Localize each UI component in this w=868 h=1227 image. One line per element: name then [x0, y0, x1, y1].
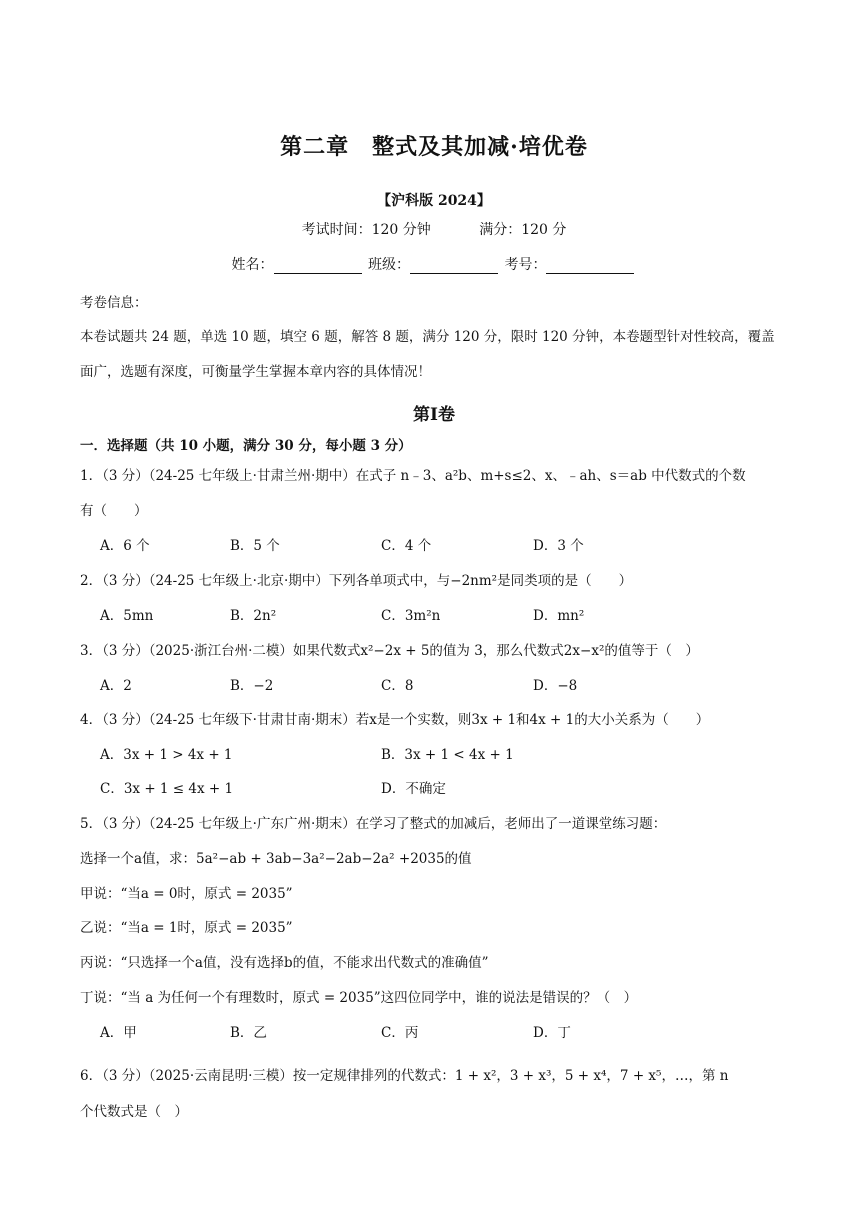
q4-option-a[interactable]: A．3x + 1 > 4x + 1: [100, 747, 233, 763]
q2-option-c[interactable]: C．3m²n: [381, 608, 441, 624]
info-line-2: 面广，选题有深度，可衡量学生掌握本章内容的具体情况！: [80, 364, 431, 380]
q1-option-b[interactable]: B．5 个: [230, 538, 280, 554]
q4-option-c[interactable]: C．3x + 1 ≤ 4x + 1: [100, 781, 234, 797]
q5-option-b[interactable]: B．乙: [230, 1025, 267, 1041]
exam-time: 考试时间：120 分钟: [301, 222, 431, 238]
q3-option-c[interactable]: C．8: [381, 678, 414, 694]
question-2-stem: 2．（3 分）（24-25 七年级上·北京·期中）下列各单项式中，与−2nm²是同类项的是（ ）: [80, 573, 633, 589]
q3-option-b[interactable]: B．−2: [230, 678, 274, 694]
q4-option-b[interactable]: B．3x + 1 < 4x + 1: [381, 747, 514, 763]
q4-option-d[interactable]: D．不确定: [381, 781, 446, 797]
part-heading: 一．选择题（共 10 小题，满分 30 分，每小题 3 分）: [80, 438, 412, 454]
class-label: 班级：: [368, 257, 410, 273]
question-3-stem: 3．（3 分）（2025·浙江台州·二模）如果代数式x²−2x + 5的值为 3，那么代数式2x−x²的值等于（ ）: [80, 643, 699, 659]
question-1-stem-2: 有（ ）: [80, 503, 148, 519]
name-label: 姓名：: [231, 257, 274, 273]
q3-option-d[interactable]: D．−8: [533, 678, 578, 694]
q3-option-a[interactable]: A．2: [100, 678, 132, 694]
q2-option-b[interactable]: B．2n²: [230, 608, 277, 624]
student-fields: [0, 254, 868, 274]
exam-info: [0, 219, 868, 239]
full-score: 满分：120 分: [479, 222, 567, 238]
question-6-stem: 6．（3 分）（2025·云南昆明·三模）按一定规律排列的代数式：1 + x²，3 + x³，5 + x⁴，7 + x⁵，…，第 n: [80, 1068, 729, 1084]
q2-option-d[interactable]: D．mn²: [533, 608, 585, 624]
question-5-statement-jia: 甲说：“当a = 0时，原式 = 2035”: [80, 886, 293, 902]
q5-option-c[interactable]: C．丙: [381, 1025, 419, 1041]
class-blank[interactable]: [410, 259, 498, 274]
question-5-stem: 5．（3 分）（24-25 七年级上·广东广州·期末）在学习了整式的加减后，老师出了一道课堂练习题：: [80, 816, 667, 832]
question-4-stem: 4．（3 分）（24-25 七年级下·甘肃甘南·期末）若x是一个实数，则3x + 1和4x + 1的大小关系为（ ）: [80, 712, 710, 728]
question-5-statement-ding: 丁说：“当 a 为任何一个有理数时，原式 = 2035”这四位同学中，谁的说法是错误的？（ ）: [80, 990, 638, 1006]
q1-option-d[interactable]: D．3 个: [533, 538, 584, 554]
question-5-statement-bing: 丙说：“只选择一个a值，没有选择b的值，不能求出代数式的准确值”: [80, 955, 489, 971]
question-1-stem: 1．（3 分）（24-25 七年级上·甘肃兰州·期中）在式子 n﹣3、a²b、m+s≤2、x、﹣ah、s＝ab 中代数式的个数: [80, 468, 746, 484]
page-title: 第二章 整式及其加减·培优卷: [280, 134, 588, 160]
name-blank[interactable]: [274, 259, 362, 274]
question-5-statement-yi: 乙说：“当a = 1时，原式 = 2035”: [80, 920, 293, 936]
q1-option-a[interactable]: A．6 个: [100, 538, 150, 554]
q1-option-c[interactable]: C．4 个: [381, 538, 432, 554]
q2-option-a[interactable]: A．5mn: [100, 608, 154, 624]
exam-no-blank[interactable]: [546, 259, 634, 274]
info-line-1: 本卷试题共 24 题，单选 10 题，填空 6 题，解答 8 题，满分 120 分，限时 120 分钟，本卷题型针对性较高，覆盖: [80, 329, 775, 345]
section-title: 第Ⅰ卷: [413, 405, 455, 425]
q5-option-d[interactable]: D．丁: [533, 1025, 571, 1041]
info-heading: 考卷信息：: [80, 295, 148, 311]
exam-no-label: 考号：: [504, 257, 547, 273]
question-6-stem-2: 个代数式是（ ）: [80, 1104, 188, 1120]
edition-label: 【沪科版 2024】: [377, 193, 491, 209]
question-5-expression: 选择一个a值，求：5a²−ab + 3ab−3a²−2ab−2a² +2035的值: [80, 851, 472, 867]
q5-option-a[interactable]: A．甲: [100, 1025, 137, 1041]
